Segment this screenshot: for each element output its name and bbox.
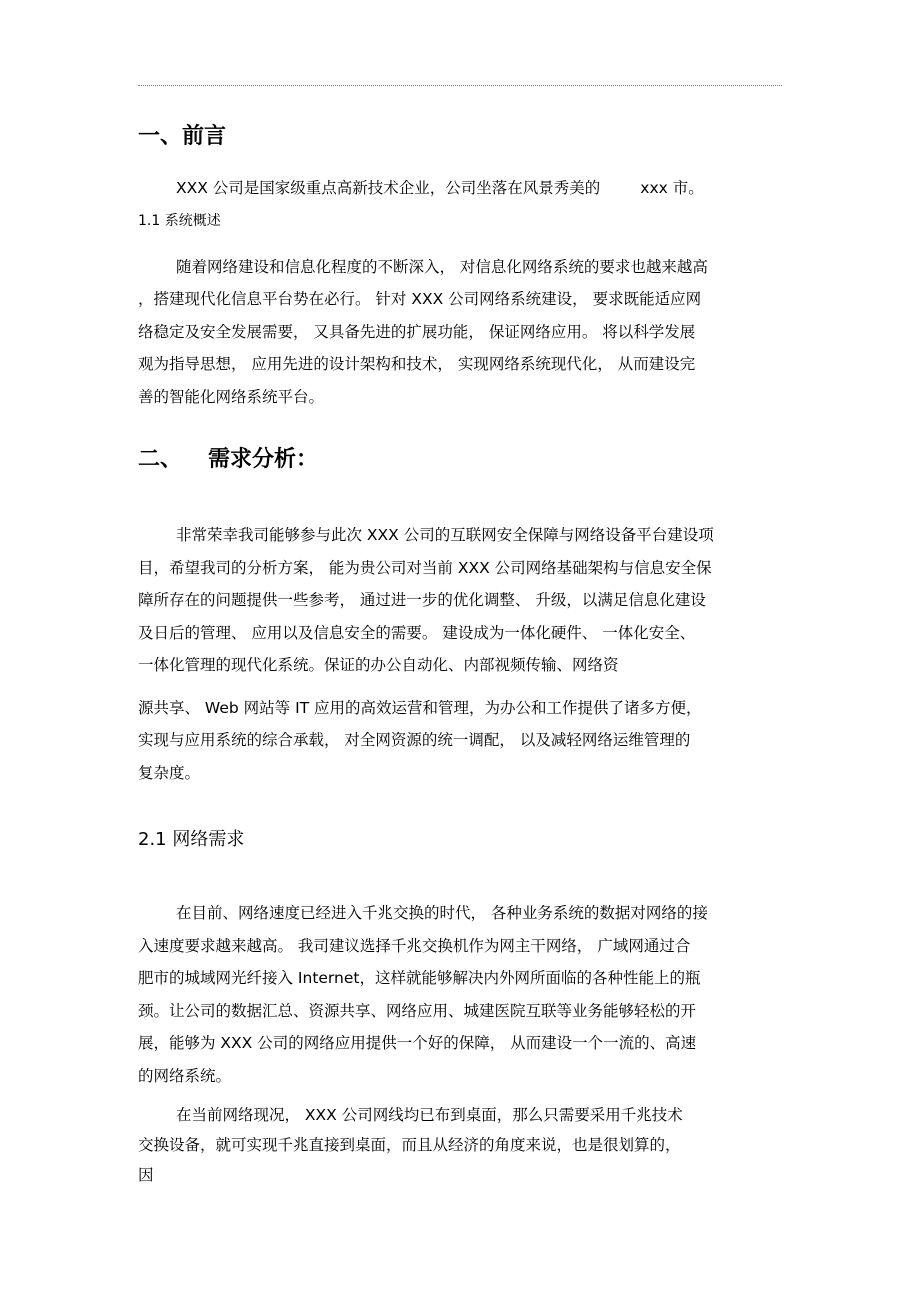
paragraph-line: 交换设备，就可实现千兆直接到桌面，而且从经济的角度来说，也是很划算的，: [138, 1136, 681, 1154]
paragraph-line: 络稳定及安全发展需要， 又具备先进的扩展功能， 保证网络应用。 将以科学发展: [138, 322, 696, 341]
paragraph-line: 展，能够为 XXX 公司的网络应用提供一个好的保障， 从而建设一个一流的、高速: [138, 1034, 697, 1052]
paragraph-line: 的网络系统。: [138, 1066, 232, 1085]
section-title: 需求分析：: [208, 447, 319, 472]
section-number: 二、: [138, 447, 183, 472]
requirements-paragraph-1: [138, 519, 788, 682]
paragraph-line: 颈。让公司的数据汇总、资源共享、网络应用、城建医院互联等业务能够轻松的开: [138, 1001, 697, 1020]
paragraph-line: 观为指导思想， 应用先进的设计架构和技术， 实现网络系统现代化， 从而建设完: [138, 355, 696, 373]
subsection-heading-system-overview: 1.1 系统概述: [138, 212, 221, 229]
current-status-paragraph: [138, 1100, 788, 1190]
paragraph-line: 善的智能化网络系统平台。: [138, 387, 325, 406]
intro-paragraph: [138, 172, 788, 205]
paragraph-line: 随着网络建设和信息化程度的不断深入， 对信息化网络系统的要求也越来越高: [176, 257, 708, 276]
paragraph-line: 障所存在的问题提供一些参考， 通过进一步的优化调整、 升级，以满足信息化建设: [138, 591, 706, 609]
intro-city: xxx 市。: [640, 179, 704, 197]
section-heading-preface: 一、前言: [138, 124, 227, 149]
network-paragraph: [138, 897, 788, 1092]
paragraph-line: 肥市的城域网光纤接入 Internet，这样就能够解决内外网所面临的各种性能上的瓶: [138, 969, 701, 987]
paragraph-line: ，搭建现代化信息平台势在必行。 针对 XXX 公司网络系统建设， 要求既能适应网: [138, 290, 702, 308]
overview-paragraph: [138, 251, 788, 414]
paragraph-line: 复杂度。: [138, 763, 201, 782]
paragraph-line: 实现与应用系统的综合承载， 对全网资源的统一调配， 以及减轻网络运维管理的: [138, 731, 691, 749]
paragraph-line: 非常荣幸我司能够参与此次 XXX 公司的互联网安全保障与网络设备平台建设项: [176, 526, 714, 544]
paragraph-line: 在当前网络现况， XXX 公司网线均已布到桌面，那么只需要采用千兆技术: [176, 1106, 683, 1124]
document-body: [138, 118, 788, 1190]
paragraph-line: 在目前、网络速度已经进入千兆交换的时代， 各种业务系统的数据对网络的接: [176, 904, 708, 922]
paragraph-line: 源共享、 Web 网站等 IT 应用的高效运营和管理，为办公和工作提供了诸多方便，: [138, 698, 702, 717]
paragraph-line: 目，希望我司的分析方案， 能为贵公司对当前 XXX 公司网络基础架构与信息安全保: [138, 558, 712, 577]
requirements-paragraph-2: [138, 692, 788, 790]
paragraph-line: 一体化管理的现代化系统。保证的办公自动化、内部视频传输、网络资: [138, 656, 619, 674]
paragraph-line: 及日后的管理、 应用以及信息安全的需要。 建设成为一体化硬件、 一体化安全、: [138, 623, 696, 642]
paragraph-line: 因: [138, 1166, 154, 1184]
header-divider: [138, 85, 782, 86]
section-heading-requirements: [138, 441, 788, 479]
paragraph-line: 入速度要求越来越高。 我司建议选择千兆交换机作为网主干网络， 广域网通过合: [138, 936, 691, 955]
intro-text: XXX 公司是国家级重点高新技术企业，公司坐落在风景秀美的: [176, 179, 601, 197]
subsection-heading-network-requirements: 2.1 网络需求: [138, 829, 245, 850]
